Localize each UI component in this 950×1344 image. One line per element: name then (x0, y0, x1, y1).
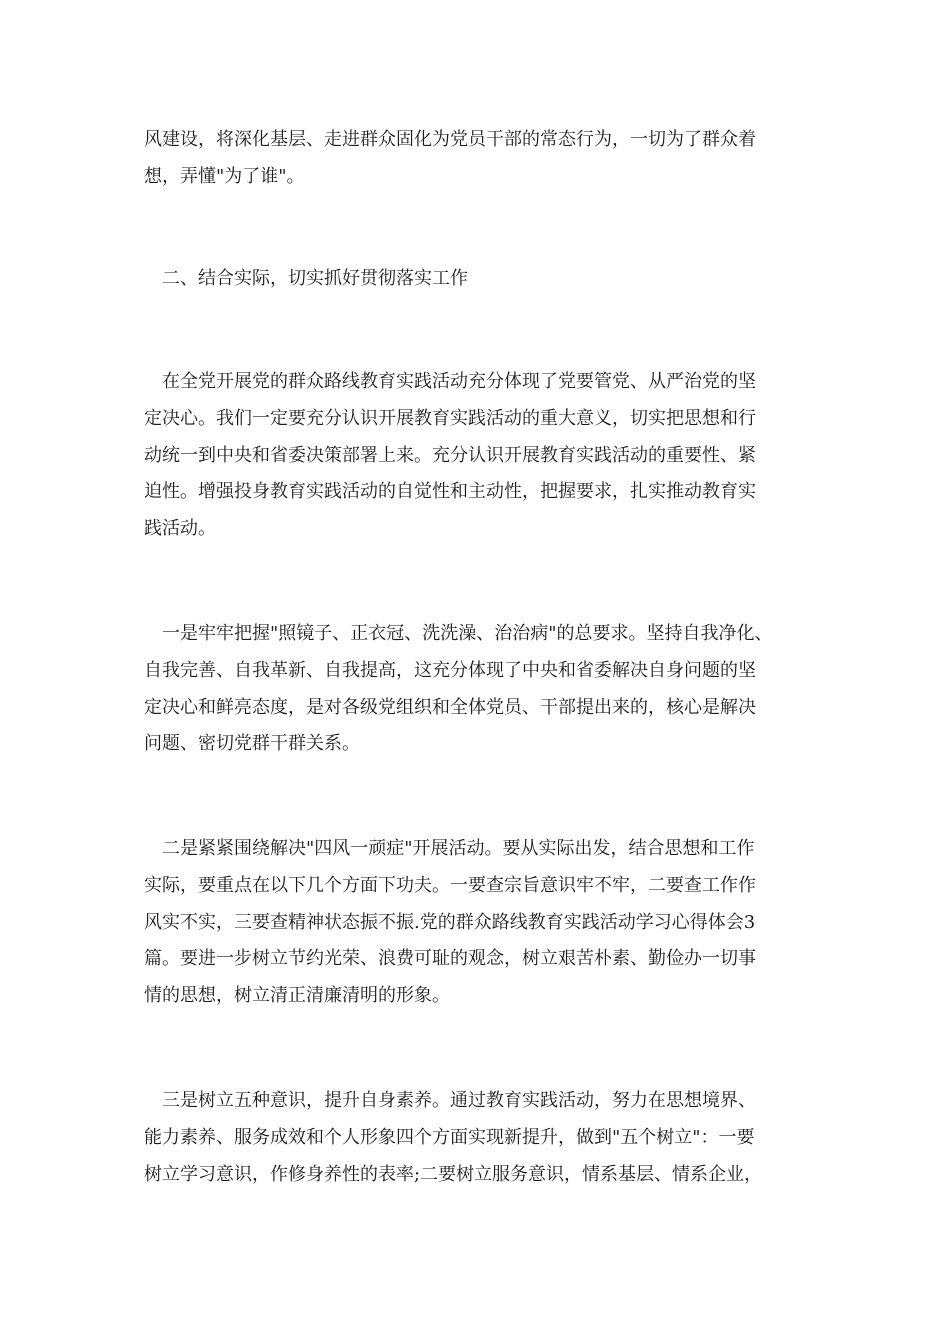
paragraph-section-2-body: 在全党开展党的群众路线教育实践活动充分体现了党要管党、从严治党的坚 定决心。我们一定要充分认识开展教育实践活动的重大意义，切实把思想和行 动统一到中央和省委决策部署上来。充分认识开展教育实践活动的重要性、紧 迫性。增强投身教育实践活动的自觉性和主动性，把握要求，扎实推动教育实 践活动。 (144, 371, 756, 540)
paragraph-point-1: 一是牢牢把握"照镜子、正衣冠、洗洗澡、治治病"的总要求。坚持自我净化、 自我完善、自我革新、自我提高，这充分体现了中央和省委解决自身问题的坚 定决心和鲜亮态度，是对各级党组织和全体党员、干部提出来的，核心是解决 问题、密切党群干群关系。 (144, 623, 773, 755)
paragraph-point-3: 三是树立五种意识，提升自身素养。通过教育实践活动，努力在思想境界、 能力素养、服务成效和个人形象四个方面实现新提升，做到"五个树立"：一要 树立学习意识，作修身养性的表率;二要树立服务意识，情系基层、情系企业， (144, 1090, 763, 1185)
paragraph-intro-continuation: 风建设，将深化基层、走进群众固化为党员干部的常态行为，一切为了群众着 想，弄懂"为了谁"。 (144, 129, 756, 187)
paragraph-point-2: 二是紧紧围绕解决"四风一顽症"开展活动。要从实际出发，结合思想和工作 实际，要重点在以下几个方面下功夫。一要查宗旨意识牢不牢，二要查工作作 风实不实，三要查精神状态振不振.党的群众路线教育实践活动学习心得体会3 篇。要进一步树立节约光荣、浪费可耻的观念，树立艰苦朴素、勤俭办一切事 情的思想，树立清正清廉清明的形象。 (144, 838, 756, 1007)
section-heading-2: 二、结合实际，切实抓好贯彻落实工作 (144, 268, 468, 289)
